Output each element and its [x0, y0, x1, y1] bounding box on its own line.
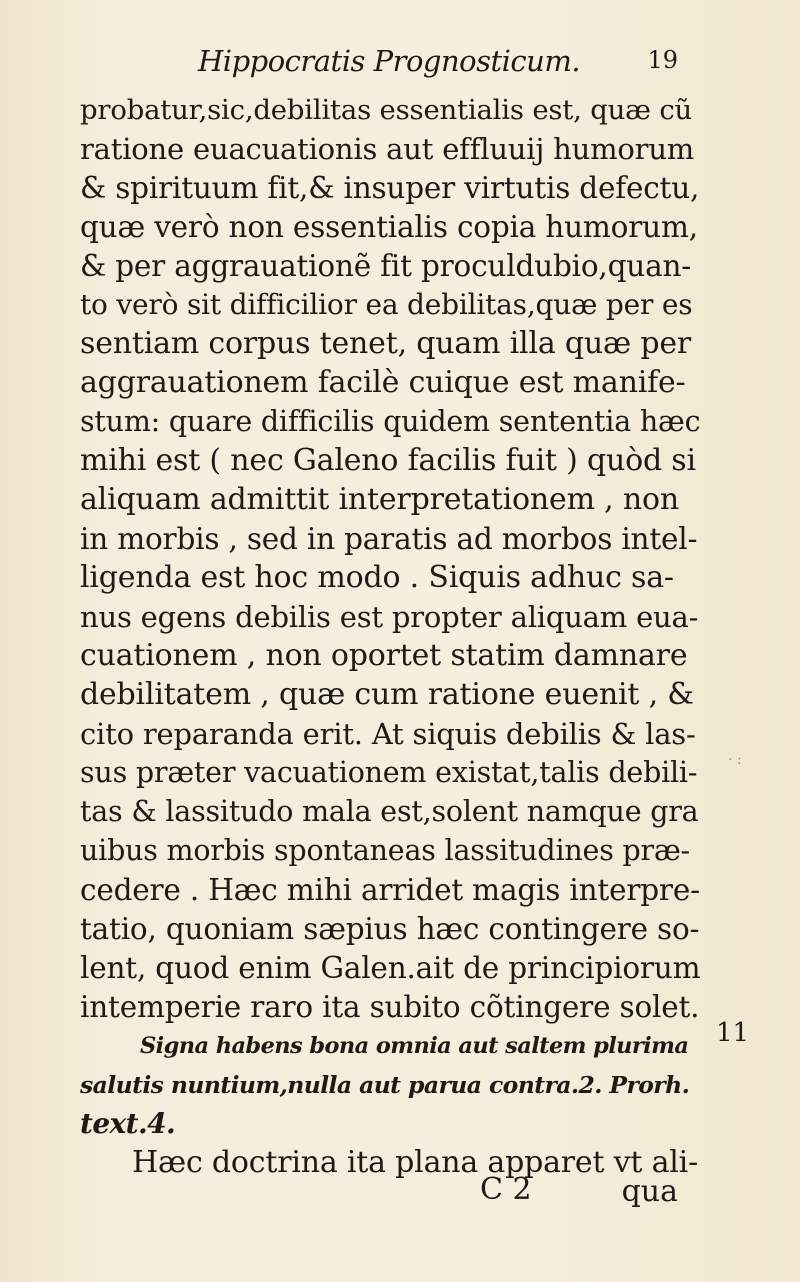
text-line: tas & lassitudo mala est,solent namque gra [80, 795, 699, 828]
page-number: 19 [647, 46, 678, 74]
margin-note: 11 [716, 1018, 750, 1048]
text-line: debilitatem , quæ cum ratione euenit , & [80, 677, 694, 712]
text-line: aggrauationem facilè cuique est manife- [80, 365, 686, 400]
text-line: probatur,sic,debilitas essentialis est, quæ cũ [80, 94, 693, 126]
text-line: aliquam admittit interpretationem , non [80, 482, 679, 517]
text-line: sentiam corpus tenet, quam illa quæ per [80, 326, 692, 361]
text-line: & spirituum fit,& insuper virtutis defectu, [80, 171, 700, 205]
text-line: & per aggrauationẽ fit proculdubio,quan- [80, 249, 692, 283]
aphorism-line: salutis nuntium,nulla aut parua contra.2. Prorh. [80, 1071, 690, 1099]
aphorism-line: text.4. [80, 1107, 176, 1140]
text-line: quæ verò non essentialis copia humorum, [80, 210, 698, 244]
text-line: tatio, quoniam sæpius hæc contingere so- [80, 912, 700, 946]
text-line: in morbis , sed in paratis ad morbos intel- [80, 522, 698, 556]
text-line: to verò sit difficilior ea debilitas,quæ per es [80, 288, 693, 321]
aphorism-line: Signa habens bona omnia aut saltem plurima [140, 1033, 689, 1059]
text-line: cuationem , non oportet statim damnare [80, 638, 688, 673]
margin-smudge: · : [728, 752, 742, 768]
page-footer [80, 1172, 680, 1216]
text-line: Hæc doctrina ita plana apparet vt ali- [132, 1145, 699, 1180]
text-line: uibus morbis spontaneas lassitudines præ- [80, 834, 690, 867]
text-line: mihi est ( nec Galeno facilis fuit ) quòd si [80, 443, 696, 478]
text-line: cito reparanda erit. At siquis debilis & las- [80, 717, 696, 751]
text-line: ratione euacuationis aut effluuij humorum [80, 132, 695, 166]
text-line: sus præter vacuationem existat,talis debili- [80, 756, 698, 789]
text-line: cedere . Hæc mihi arridet magis interpre- [80, 873, 700, 907]
page-header [80, 44, 680, 92]
text-line: lent, quod enim Galen.ait de principiorum [80, 951, 701, 985]
text-line: ligenda est hoc modo . Siquis adhuc sa- [80, 560, 674, 595]
catchword: qua [621, 1174, 678, 1209]
text-line: stum: quare difficilis quidem sententia hæc [80, 405, 701, 438]
signature-mark: C 2 [480, 1172, 532, 1207]
text-line: nus egens debilis est propter aliquam eua- [80, 600, 699, 634]
running-title: Hippocratis Prognosticum. [198, 44, 581, 78]
text-line: intemperie raro ita subito cõtingere solet. [80, 990, 700, 1024]
